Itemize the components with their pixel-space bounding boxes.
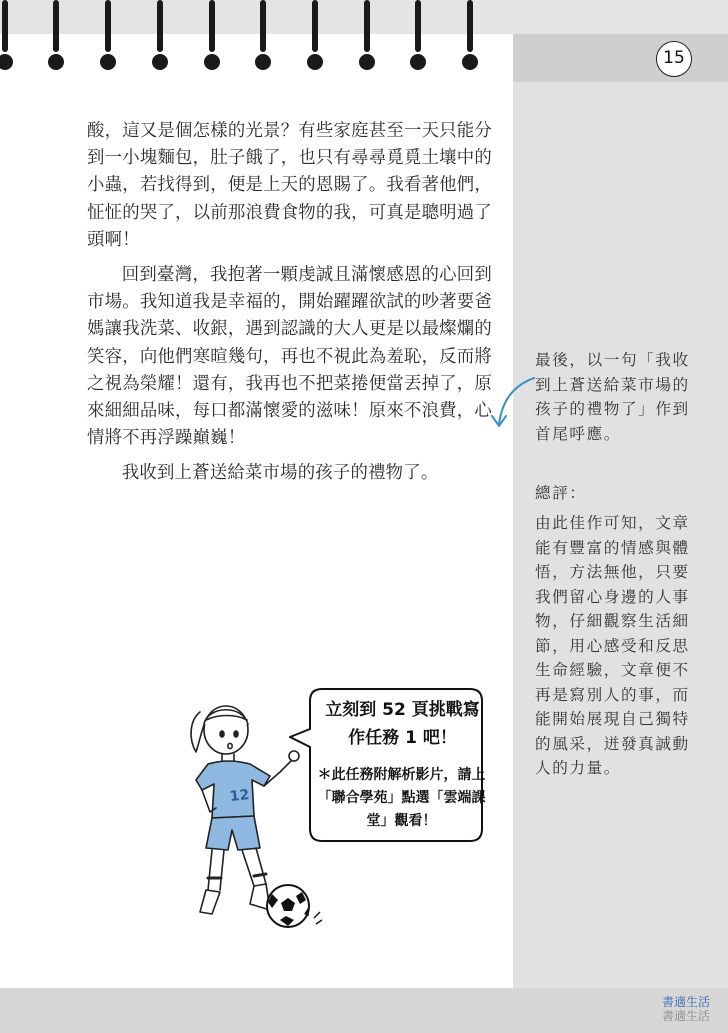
- binder-ring: [204, 0, 220, 70]
- binder-ring: [48, 0, 64, 70]
- article-paragraph: 酸，這又是個怎樣的光景？有些家庭甚至一天只能分到一小塊麵包，肚子餓了，也只有尋尋覓覓土壤中的小蟲，若找得到，便是上天的恩賜了。我看著他們，怔怔的哭了，以前那浪費食物的我，可真是聰明過了頭啊！: [87, 121, 492, 250]
- page-number: 15: [656, 41, 692, 77]
- binder-ring: [0, 0, 13, 70]
- binder-ring: [307, 0, 323, 70]
- brand-line-2: 書適生活: [661, 1009, 710, 1023]
- binder-ring: [410, 0, 426, 70]
- binder-ring: [255, 0, 271, 70]
- article-body: [87, 118, 492, 496]
- summary-title: 總評：: [535, 484, 587, 502]
- bottom-strip: [0, 988, 728, 1033]
- binder-ring: [100, 0, 116, 70]
- summary-body: 由此佳作可知，文章能有豐富的情感與體悟，方法無他，只要我們留心身邊的人事物，仔細觀察生活細節，用心感受和反思生命經驗，文章便不再是寫別人的事，而能開始展現自己獨特的風采，迸發真誠動人的力量。: [535, 514, 690, 777]
- bubble-main-text: 立刻到 52 頁挑戰寫作任務 1 吧！: [325, 700, 480, 748]
- soccer-ball-icon: [262, 880, 326, 930]
- header-band: [513, 34, 728, 82]
- brand-logo: [640, 995, 710, 1023]
- binder-ring: [152, 0, 168, 70]
- brand-line-1: 書適生活: [661, 995, 710, 1009]
- article-paragraph: 回到臺灣，我抱著一顆虔誠且滿懷感恩的心回到市場。我知道我是幸福的，開始躍躍欲試的吵著要爸媽讓我洗菜、收銀，遇到認識的大人更是以最燦爛的笑容，向他們寒暄幾句，再也不視此為羞恥，反而將之視為榮耀！還有，我再也不把菜捲便當丟掉了，原來細細品味，每口都滿懷愛的滋味！原來不浪費，心情將不再浮躁巔巍！: [87, 265, 492, 449]
- article-paragraph: 我收到上蒼送給菜市場的孩子的禮物了。: [121, 463, 439, 484]
- margin-comment: 最後，以一句「我收到上蒼送給菜市場的孩子的禮物了」作到首尾呼應。: [535, 351, 690, 443]
- jersey-number: 12: [229, 787, 251, 805]
- binder-ring: [462, 0, 478, 70]
- binder-rings: [0, 0, 513, 80]
- pointer-arrow-icon: [490, 372, 540, 432]
- binder-ring: [359, 0, 375, 70]
- bubble-sub-text: ＊此任務附解析影片，請上「聯合學苑」點選「雲端課堂」觀看！: [317, 767, 486, 829]
